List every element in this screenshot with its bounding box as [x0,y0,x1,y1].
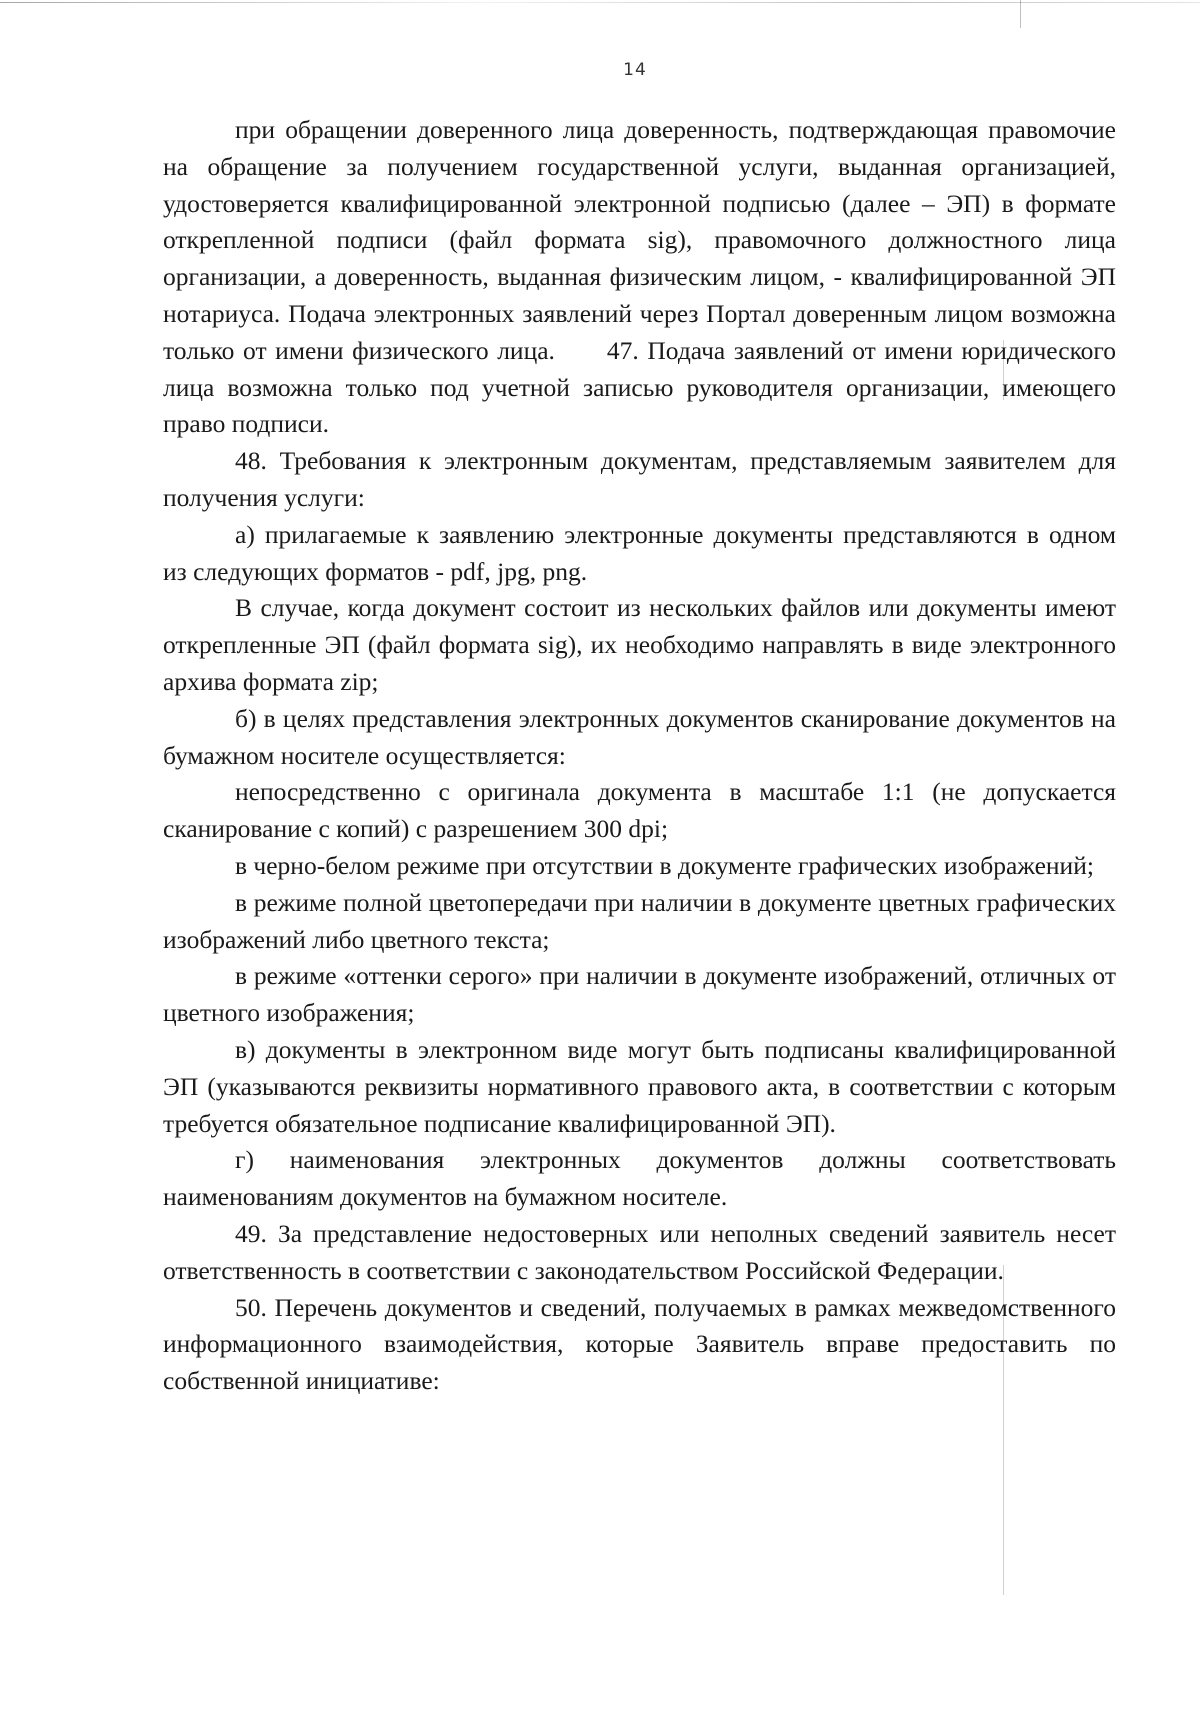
paragraph-48b-grey: в режиме «оттенки серого» при наличии в документе изображений, отличных от цветного изображения; [163,961,1116,1028]
paragraph-50: 50. Перечень документов и сведений, получаемых в рамках межведомственного информационного взаимодействия, которые Заявитель вправе предоставить по собственной инициативе: [163,1292,1116,1396]
paragraph-49: 49. За представление недостоверных или неполных сведений заявитель несет ответственность в соответствии с законодательством Российской Федерации. [163,1218,1116,1285]
paragraph-continuation [163,112,1116,443]
paragraph-48g: г) наименования электронных документов должны соответствовать наименованиям документов на бумажном носителе. [163,1145,1116,1212]
scan-mark [1020,0,1021,28]
paragraph-text: 47. Подача заявлений от имени юридического лица возможна только под учетной записью руководителя организации, имеющего право подписи. [163,335,1116,439]
document-body [163,112,1116,1400]
paragraph-48b-color: в режиме полной цветопередачи при наличии в документе цветных графических изображений либо цветного текста; [163,887,1116,954]
paragraph-48b-original: непосредственно с оригинала документа в масштабе 1:1 (не допускается сканирование с копий) с разрешением 300 dpi; [163,777,1116,844]
paragraph-48v: в) документы в электронном виде могут быть подписаны квалифицированной ЭП (указываются реквизиты нормативного правового акта, в соответствии с которым требуется обязательное подписание квалифицированной ЭП). [163,1034,1116,1138]
paragraph-48a-archive: В случае, когда документ состоит из нескольких файлов или документы имеют открепленные ЭП (файл формата sig), их необходимо направлять в виде электронного архива формата zip; [163,593,1116,696]
paragraph-48a: а) прилагаемые к заявлению электронные документы представляются в одном из следующих форматов - pdf, jpg, png. [163,519,1116,586]
paragraph-text: при обращении доверенного лица доверенность, подтверждающая правомочие на обращение за получением государственной услуги, выданная организацией, удостоверяется квалифицированной электронной подписью (далее – ЭП) в формате открепленной подписи (файл формата sig), правомочного должностного лица организации, а доверенность, выданная физическим лицом, - квалифицированной ЭП нотариуса. Подача электронных заявлений через Портал доверенным лицом возможна только от имени физического лица. [163,115,1116,365]
paragraph-48: 48. Требования к электронным документам, представляемым заявителем для получения услуги: [163,446,1116,512]
paragraph-48b: б) в целях представления электронных документов сканирование документов на бумажном носителе осуществляется: [163,703,1116,770]
paragraph-48b-bw: в черно-белом режиме при отсутствии в документе графических изображений; [235,850,1094,880]
page-number: 14 [623,60,647,80]
